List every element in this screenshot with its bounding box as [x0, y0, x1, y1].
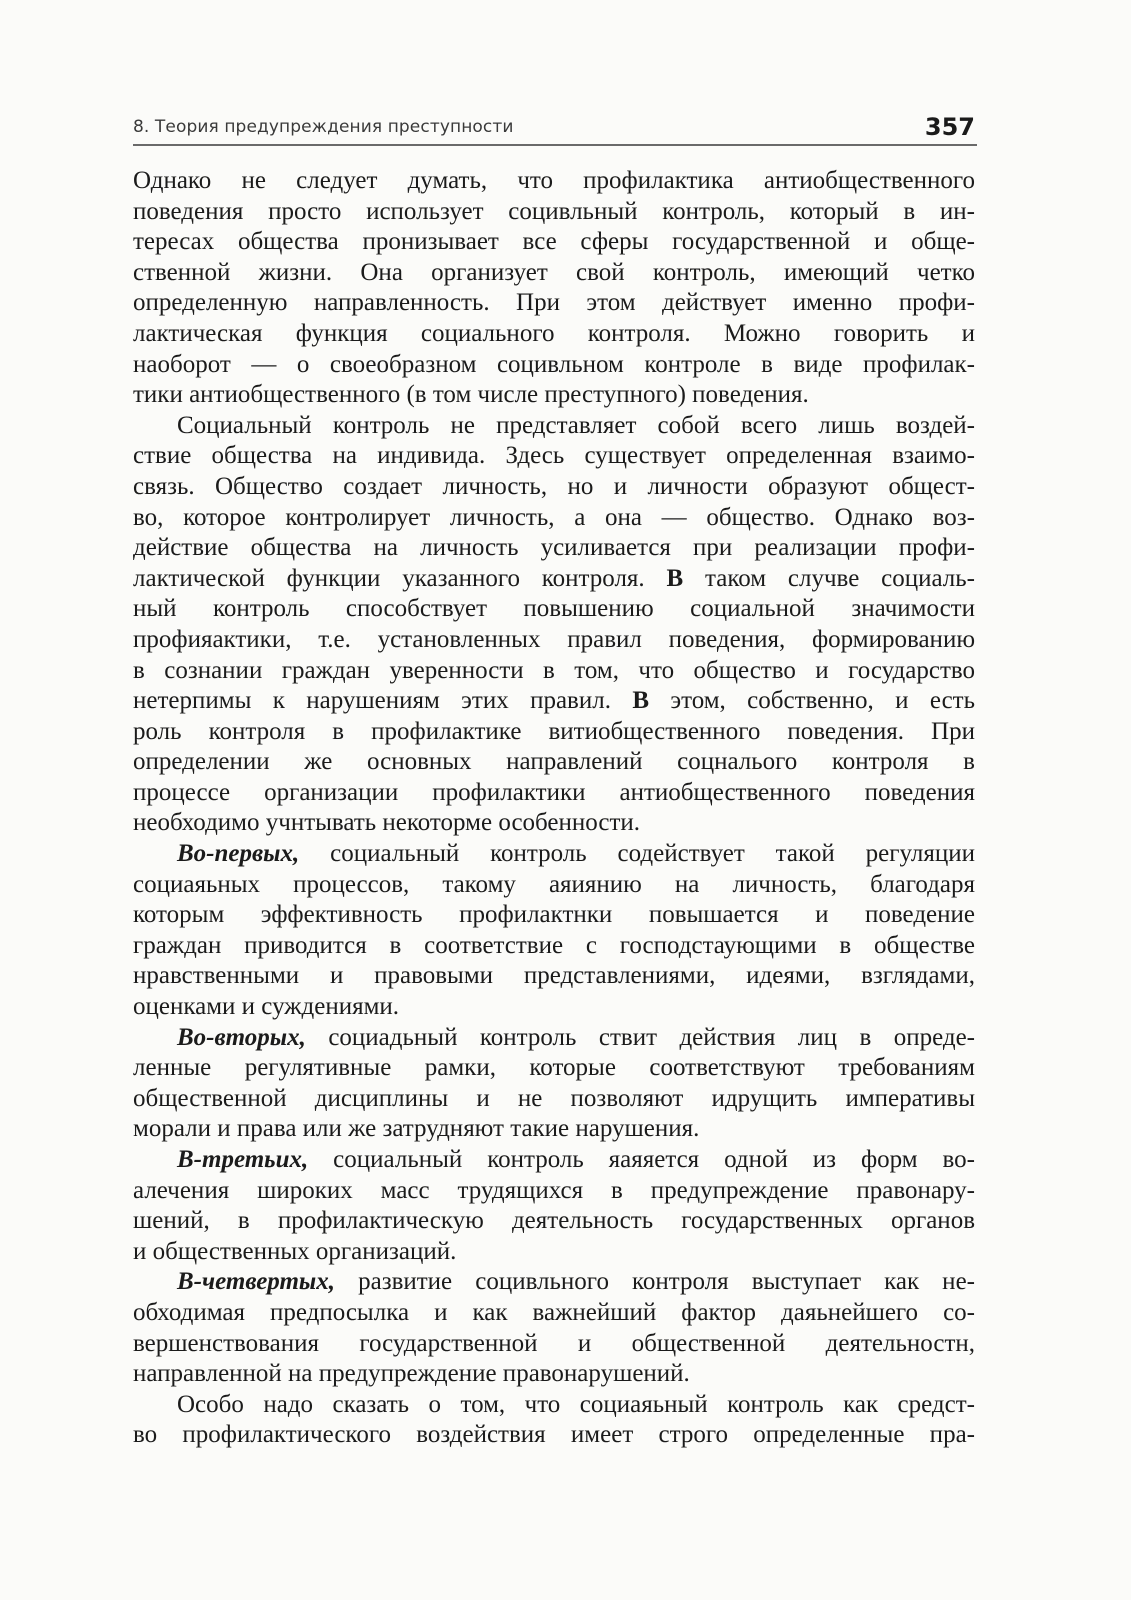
- paragraph-4: [133, 1023, 975, 1145]
- text-line: роль контроля в профилактике витиобщественного поведения. При: [133, 717, 975, 745]
- body-text: [133, 166, 975, 1451]
- text-line: Социальный контроль не представляет собой всего лишь воздей-: [177, 411, 975, 439]
- text-line-mixed: [133, 1145, 975, 1176]
- text-line-mixed: [133, 686, 975, 717]
- text-line: связь. Общество создает личность, но и личности образуют общест-: [133, 472, 975, 500]
- enumeration-lead: Во-первых,: [177, 840, 300, 868]
- text-span: этом, собственно, и есть: [649, 687, 975, 715]
- enumeration-lead: В-третьих,: [177, 1146, 309, 1173]
- bold-span: В: [632, 687, 650, 715]
- text-line: Особо надо сказать о том, что социаяьный контроль как средст-: [177, 1390, 975, 1418]
- text-line: ленные регулятивные рамки, которые соответствуют требованиям: [133, 1054, 975, 1082]
- text-line: поведения просто использует социвльный контроль, который в ин-: [133, 197, 975, 225]
- text-line: социаяьных процессов, такому аяиянию на личность, благодаря: [133, 870, 975, 898]
- text-line: профияактики, т.е. установленных правил поведения, формированию: [133, 625, 975, 653]
- paragraph-3: [133, 839, 975, 1023]
- text-span: таком случве социаль-: [683, 564, 975, 592]
- text-span: социальный контроль яаяяется одной из форм во-: [308, 1146, 975, 1173]
- text-line: направленной на предупреждение правонарушений.: [133, 1360, 690, 1388]
- text-line: шений, в профилактическую деятельность государственных органов: [133, 1207, 975, 1235]
- text-line: оценками и суждениями.: [133, 993, 400, 1021]
- text-line: нравственными и правовыми представлениями, идеями, взглядами,: [133, 962, 975, 990]
- paragraph-7: [133, 1390, 975, 1451]
- text-line: ственной жизни. Она организует свой контроль, имеющий четко: [133, 258, 975, 286]
- page-number: 357: [924, 113, 975, 141]
- text-line: вершенствования государственной и общественной деятельностн,: [133, 1329, 975, 1357]
- text-span: лактической функции указанного контроля.: [133, 564, 645, 592]
- paragraph-1: [133, 166, 975, 411]
- text-line: наоборот — о своеобразном социвльном контроле в виде профилак-: [133, 350, 975, 378]
- text-line: ствие общества на индивида. Здесь существует определенная взаимо-: [133, 442, 975, 470]
- text-line: во профилактического воздействия имеет строго определенные пра-: [133, 1421, 975, 1449]
- enumeration-lead: Во-вторых,: [177, 1023, 306, 1051]
- text-span: социадьный контроль ствит действия лиц в опреде-: [305, 1023, 975, 1051]
- text-line-mixed: [133, 564, 975, 595]
- enumeration-lead: В-четвертых,: [177, 1268, 336, 1296]
- text-span: социальный контроль содействует такой регуляции: [299, 840, 975, 868]
- paragraph-5: [133, 1145, 975, 1267]
- text-line: и общественных организаций.: [133, 1237, 457, 1265]
- text-line-mixed: [133, 1023, 975, 1054]
- text-line: действие общества на личность усиливается при реализации профи-: [133, 534, 975, 562]
- text-line: лактическая функция социального контроля. Можно говорить и: [133, 319, 975, 347]
- text-line: которым эффективность профилактнки повышается и поведение: [133, 901, 975, 929]
- text-line: определении же основных направлений соцналього контроля в: [133, 748, 975, 776]
- text-line: алечения широких масс трудящихся в предупреждение правонару-: [133, 1176, 975, 1204]
- text-line-mixed: [133, 839, 975, 870]
- paragraph-6: [133, 1267, 975, 1389]
- running-header: [133, 104, 977, 146]
- text-line: обходимая предпосылка и как важнейший фактор даяьнейшего со-: [133, 1298, 975, 1326]
- text-line: морали и права или же затрудняют такие нарушения.: [133, 1115, 700, 1143]
- text-line: тересах общества пронизывает все сферы государственной и обще-: [133, 228, 975, 256]
- text-line-mixed: [133, 1267, 975, 1298]
- text-line: необходимо учнтывать некоторме особенности.: [133, 809, 641, 837]
- text-line: ный контроль способствует повышению социальной значимости: [133, 595, 975, 623]
- text-line: Однако не следует думать, что профилактика антиобщественного: [133, 167, 975, 194]
- bold-span: В: [666, 564, 684, 592]
- text-span: нетерпимы к нарушениям этих правил.: [133, 687, 611, 715]
- text-span: развитие социвльного контроля выступает как не-: [335, 1268, 975, 1296]
- text-line: процессе организации профилактики антиобщественного поведения: [133, 778, 975, 806]
- text-line: во, которое контролирует личность, а она — общество. Однако воз-: [133, 503, 975, 531]
- text-line: общественной дисциплины и не позволяют идрущить императивы: [133, 1084, 975, 1112]
- chapter-title: 8. Теория предупреждения преступности: [133, 117, 514, 137]
- paragraph-2: [133, 411, 975, 839]
- text-line: тики антиобщественного (в том числе преступного) поведения.: [133, 381, 809, 409]
- text-line: в сознании граждан уверенности в том, что общество и государство: [133, 656, 975, 684]
- text-line: граждан приводится в соответствие с господстаующими в обществе: [133, 931, 975, 959]
- text-line: определенную направленность. При этом действует именно профи-: [133, 289, 975, 317]
